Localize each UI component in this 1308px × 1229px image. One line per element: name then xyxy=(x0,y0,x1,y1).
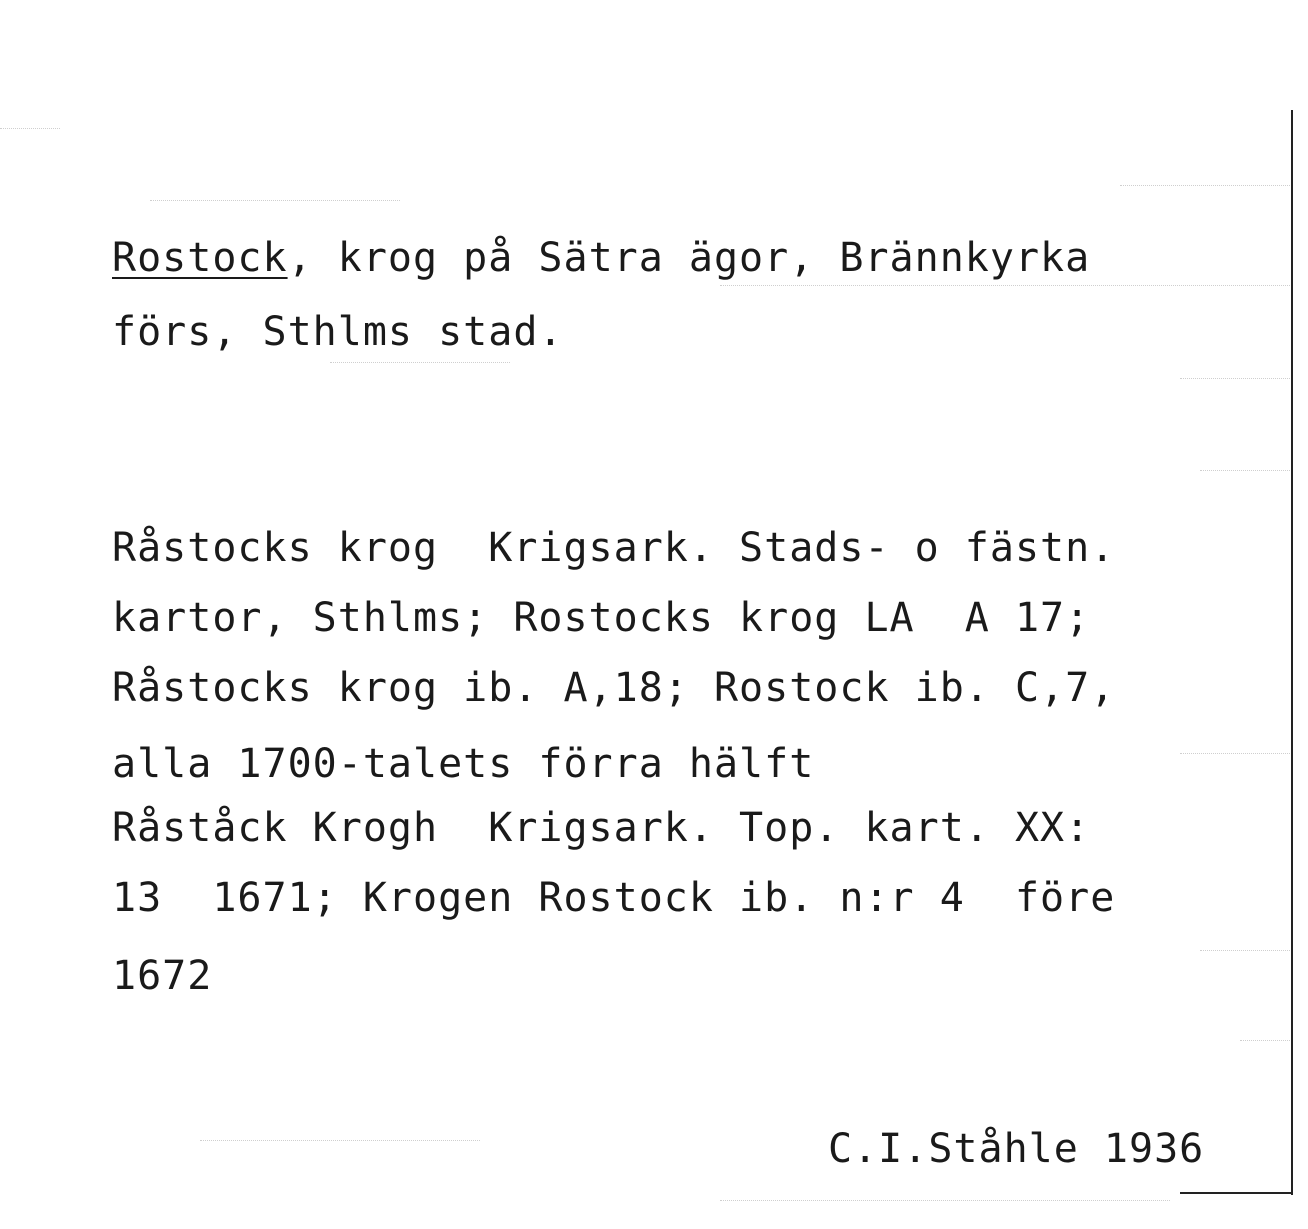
card-right-edge xyxy=(1291,110,1293,1195)
rule-line xyxy=(0,128,60,129)
rule-line xyxy=(1120,185,1290,186)
rule-line xyxy=(720,1200,1170,1201)
source-line: Råstocks krog Krigsark. Stads- o fästn. xyxy=(112,525,1116,571)
signature: C.I.Ståhle 1936 xyxy=(828,1126,1205,1172)
source-line: alla 1700-talets förra hälft xyxy=(112,741,815,787)
source-line: Råståck Krogh Krigsark. Top. kart. XX: xyxy=(112,805,1091,851)
rule-line xyxy=(150,200,400,201)
rule-line xyxy=(200,1140,480,1141)
rule-line xyxy=(1180,378,1290,379)
heading-line-2: förs, Sthlms stad. xyxy=(112,309,564,355)
rule-line xyxy=(1240,1040,1290,1041)
headword: Rostock xyxy=(112,235,288,281)
source-line: 1672 xyxy=(112,953,213,999)
card-bottom-edge xyxy=(1180,1192,1292,1194)
source-line: kartor, Sthlms; Rostocks krog LA A 17; xyxy=(112,595,1091,641)
heading-line-1 xyxy=(112,235,1091,281)
rule-line xyxy=(330,362,510,363)
rule-line xyxy=(1200,950,1290,951)
rule-line xyxy=(720,285,1290,286)
source-line: Råstocks krog ib. A,18; Rostock ib. C,7, xyxy=(112,665,1116,711)
rule-line xyxy=(1200,470,1290,471)
rule-line xyxy=(1180,753,1290,754)
heading-rest: , krog på Sätra ägor, Brännkyrka xyxy=(287,235,1091,281)
source-line: 13 1671; Krogen Rostock ib. n:r 4 före xyxy=(112,875,1116,921)
